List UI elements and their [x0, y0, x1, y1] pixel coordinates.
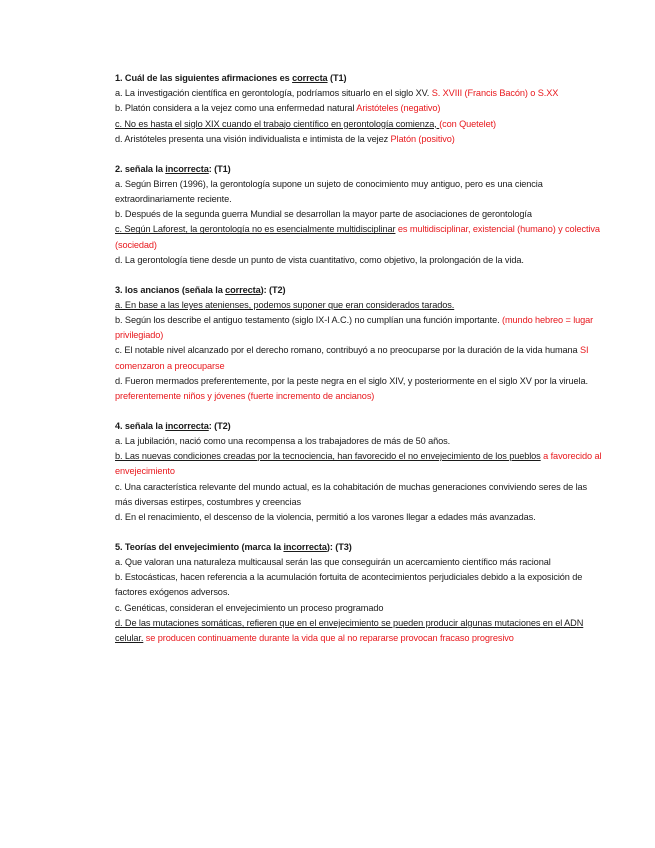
answer-text: a. La investigación científica en gerontología, podríamos situarlo en el siglo XV.: [115, 88, 432, 99]
answer-option: [115, 177, 605, 207]
answer-option: [115, 253, 605, 268]
answer-option: [115, 86, 605, 101]
question-title-text: 5. Teorías del envejecimiento (marca la: [115, 541, 284, 552]
correction-note: Aristóteles (negativo): [356, 103, 441, 114]
question-title-topic: (T1): [327, 73, 347, 83]
question-title-keyword: incorrecta: [165, 420, 209, 431]
answer-text: b. Estocásticas, hacen referencia a la acumulación fortuita de acontecimientos perjudiciales debido a la exposición de factores exógenos adversos.: [115, 572, 583, 598]
question-block: [115, 419, 605, 525]
question-title-keyword: incorrecta: [165, 163, 209, 174]
answer-option: [115, 132, 605, 147]
correction-note: Platón (positivo): [390, 133, 455, 144]
correction-note: (con Quetelet): [439, 118, 497, 129]
question-block: [115, 71, 605, 147]
answer-option: [115, 374, 605, 404]
question-title: [115, 419, 605, 434]
question-title-keyword: correcta: [225, 284, 261, 295]
correction-note: S. XVIII (Francis Bacón) o S.XX: [431, 88, 559, 99]
answer-option: [115, 601, 605, 616]
answer-text: c. El notable nivel alcanzado por el derecho romano, contribuyó a no preocuparse por la duración de la vida humana: [115, 345, 581, 356]
answer-option: [115, 343, 605, 373]
answer-option: [115, 434, 605, 449]
answer-option: [115, 222, 605, 252]
correction-note: SI comenzaron a preocuparse: [115, 345, 589, 371]
answer-text: c. Genéticas, consideran el envejecimiento un proceso programado: [115, 602, 384, 613]
answer-option: [115, 555, 605, 570]
correction-note: preferentemente niños y jóvenes (fuerte incremento de ancianos): [115, 391, 375, 402]
answer-option: [115, 101, 605, 116]
question-title-keyword: correcta: [292, 73, 328, 83]
question-title: [115, 71, 605, 86]
question-title-topic: : (T1): [208, 163, 231, 174]
marked-answer-text: d. De las mutaciones somáticas, refieren que en el envejecimiento se pueden producir algunas mutaciones en el ADN celular.: [115, 617, 584, 644]
question-title-text: 2. señala la: [115, 163, 166, 174]
answer-option: [115, 117, 605, 132]
question-title-topic: ): (T3): [326, 541, 352, 552]
answer-option: [115, 480, 605, 510]
marked-answer-text: a. En base a las leyes atenienses, podemos suponer que eran considerados tarados.: [115, 299, 455, 310]
answer-text: a. Según Birren (1996), la gerontología supone un sujeto de conocimiento muy antiguo, pero es una ciencia extraordinariamente reciente.: [115, 178, 543, 205]
question-block: [115, 162, 605, 268]
marked-answer-text: c. No es hasta el siglo XIX cuando el trabajo científico en gerontología comienza,: [115, 118, 440, 129]
answer-option: [115, 570, 605, 600]
answer-text: b. Después de la segunda guerra Mundial se desarrollan la mayor parte de asociaciones de gerontología: [115, 209, 532, 220]
question-title-text: 1. Cuál de las siguientes afirmaciones es: [115, 73, 293, 83]
question-title-text: 4. señala la: [115, 420, 166, 431]
answer-text: c. Una característica relevante del mundo actual, es la cohabitación de muchas generaciones conviviendo seres de las más diversas estirpes, costumbres y creencias: [115, 481, 588, 507]
answer-text: d. La gerontología tiene desde un punto de vista cuantitativo, como objetivo, la prolongación de la vida.: [115, 254, 524, 265]
answer-option: [115, 313, 605, 343]
correction-note: se producen continuamente durante la vida que al no repararse provocan fracaso progresivo: [143, 633, 514, 644]
answer-text: d. Fueron mermados preferentemente, por la peste negra en el siglo XIV, y posteriormente en el siglo XV por la viruela.: [115, 375, 588, 386]
correction-note: a favorecido al envejecimiento: [115, 451, 602, 477]
answer-option: [115, 449, 605, 479]
marked-answer-text: b. Las nuevas condiciones creadas por la tecnociencia, han favorecido el no envejecimiento de los pueblos: [115, 451, 541, 462]
question-block: [115, 283, 605, 405]
marked-answer-text: c. Según Laforest, la gerontología no es esencialmente multidisciplinar: [115, 224, 396, 235]
question-title-keyword: incorrecta: [283, 541, 327, 552]
question-title: [115, 283, 605, 298]
question-title: [115, 540, 605, 555]
answer-text: d. Aristóteles presenta una visión individualista e intimista de la vejez: [115, 133, 391, 144]
answer-option: [115, 298, 605, 313]
answer-text: d. En el renacimiento, el descenso de la violencia, permitió a los varones llegar a edades más avanzadas.: [115, 512, 536, 523]
answer-text: a. Que valoran una naturaleza multicausal serán las que conseguirán un acercamiento científico más racional: [115, 557, 551, 568]
answer-text: b. Platón considera a la vejez como una enfermedad natural: [115, 103, 357, 114]
question-title-topic: ): (T2): [260, 284, 286, 295]
document-page: [115, 71, 605, 661]
question-title: [115, 162, 605, 177]
answer-option: [115, 510, 605, 525]
correction-note: es multidisciplinar, existencial (humano) y colectiva (sociedad): [115, 224, 600, 250]
answer-option: [115, 616, 605, 646]
answer-text: a. La jubilación, nació como una recompensa a los trabajadores de más de 50 años.: [115, 436, 451, 447]
correction-note: (mundo hebreo = lugar privilegiado): [115, 315, 594, 341]
answer-option: [115, 207, 605, 222]
question-block: [115, 540, 605, 646]
answer-text: b. Según los describe el antiguo testamento (siglo IX-I A.C.) no cumplían una función importante.: [115, 315, 503, 326]
question-title-topic: : (T2): [208, 420, 231, 431]
question-title-text: 3. los ancianos (señala la: [115, 284, 226, 295]
